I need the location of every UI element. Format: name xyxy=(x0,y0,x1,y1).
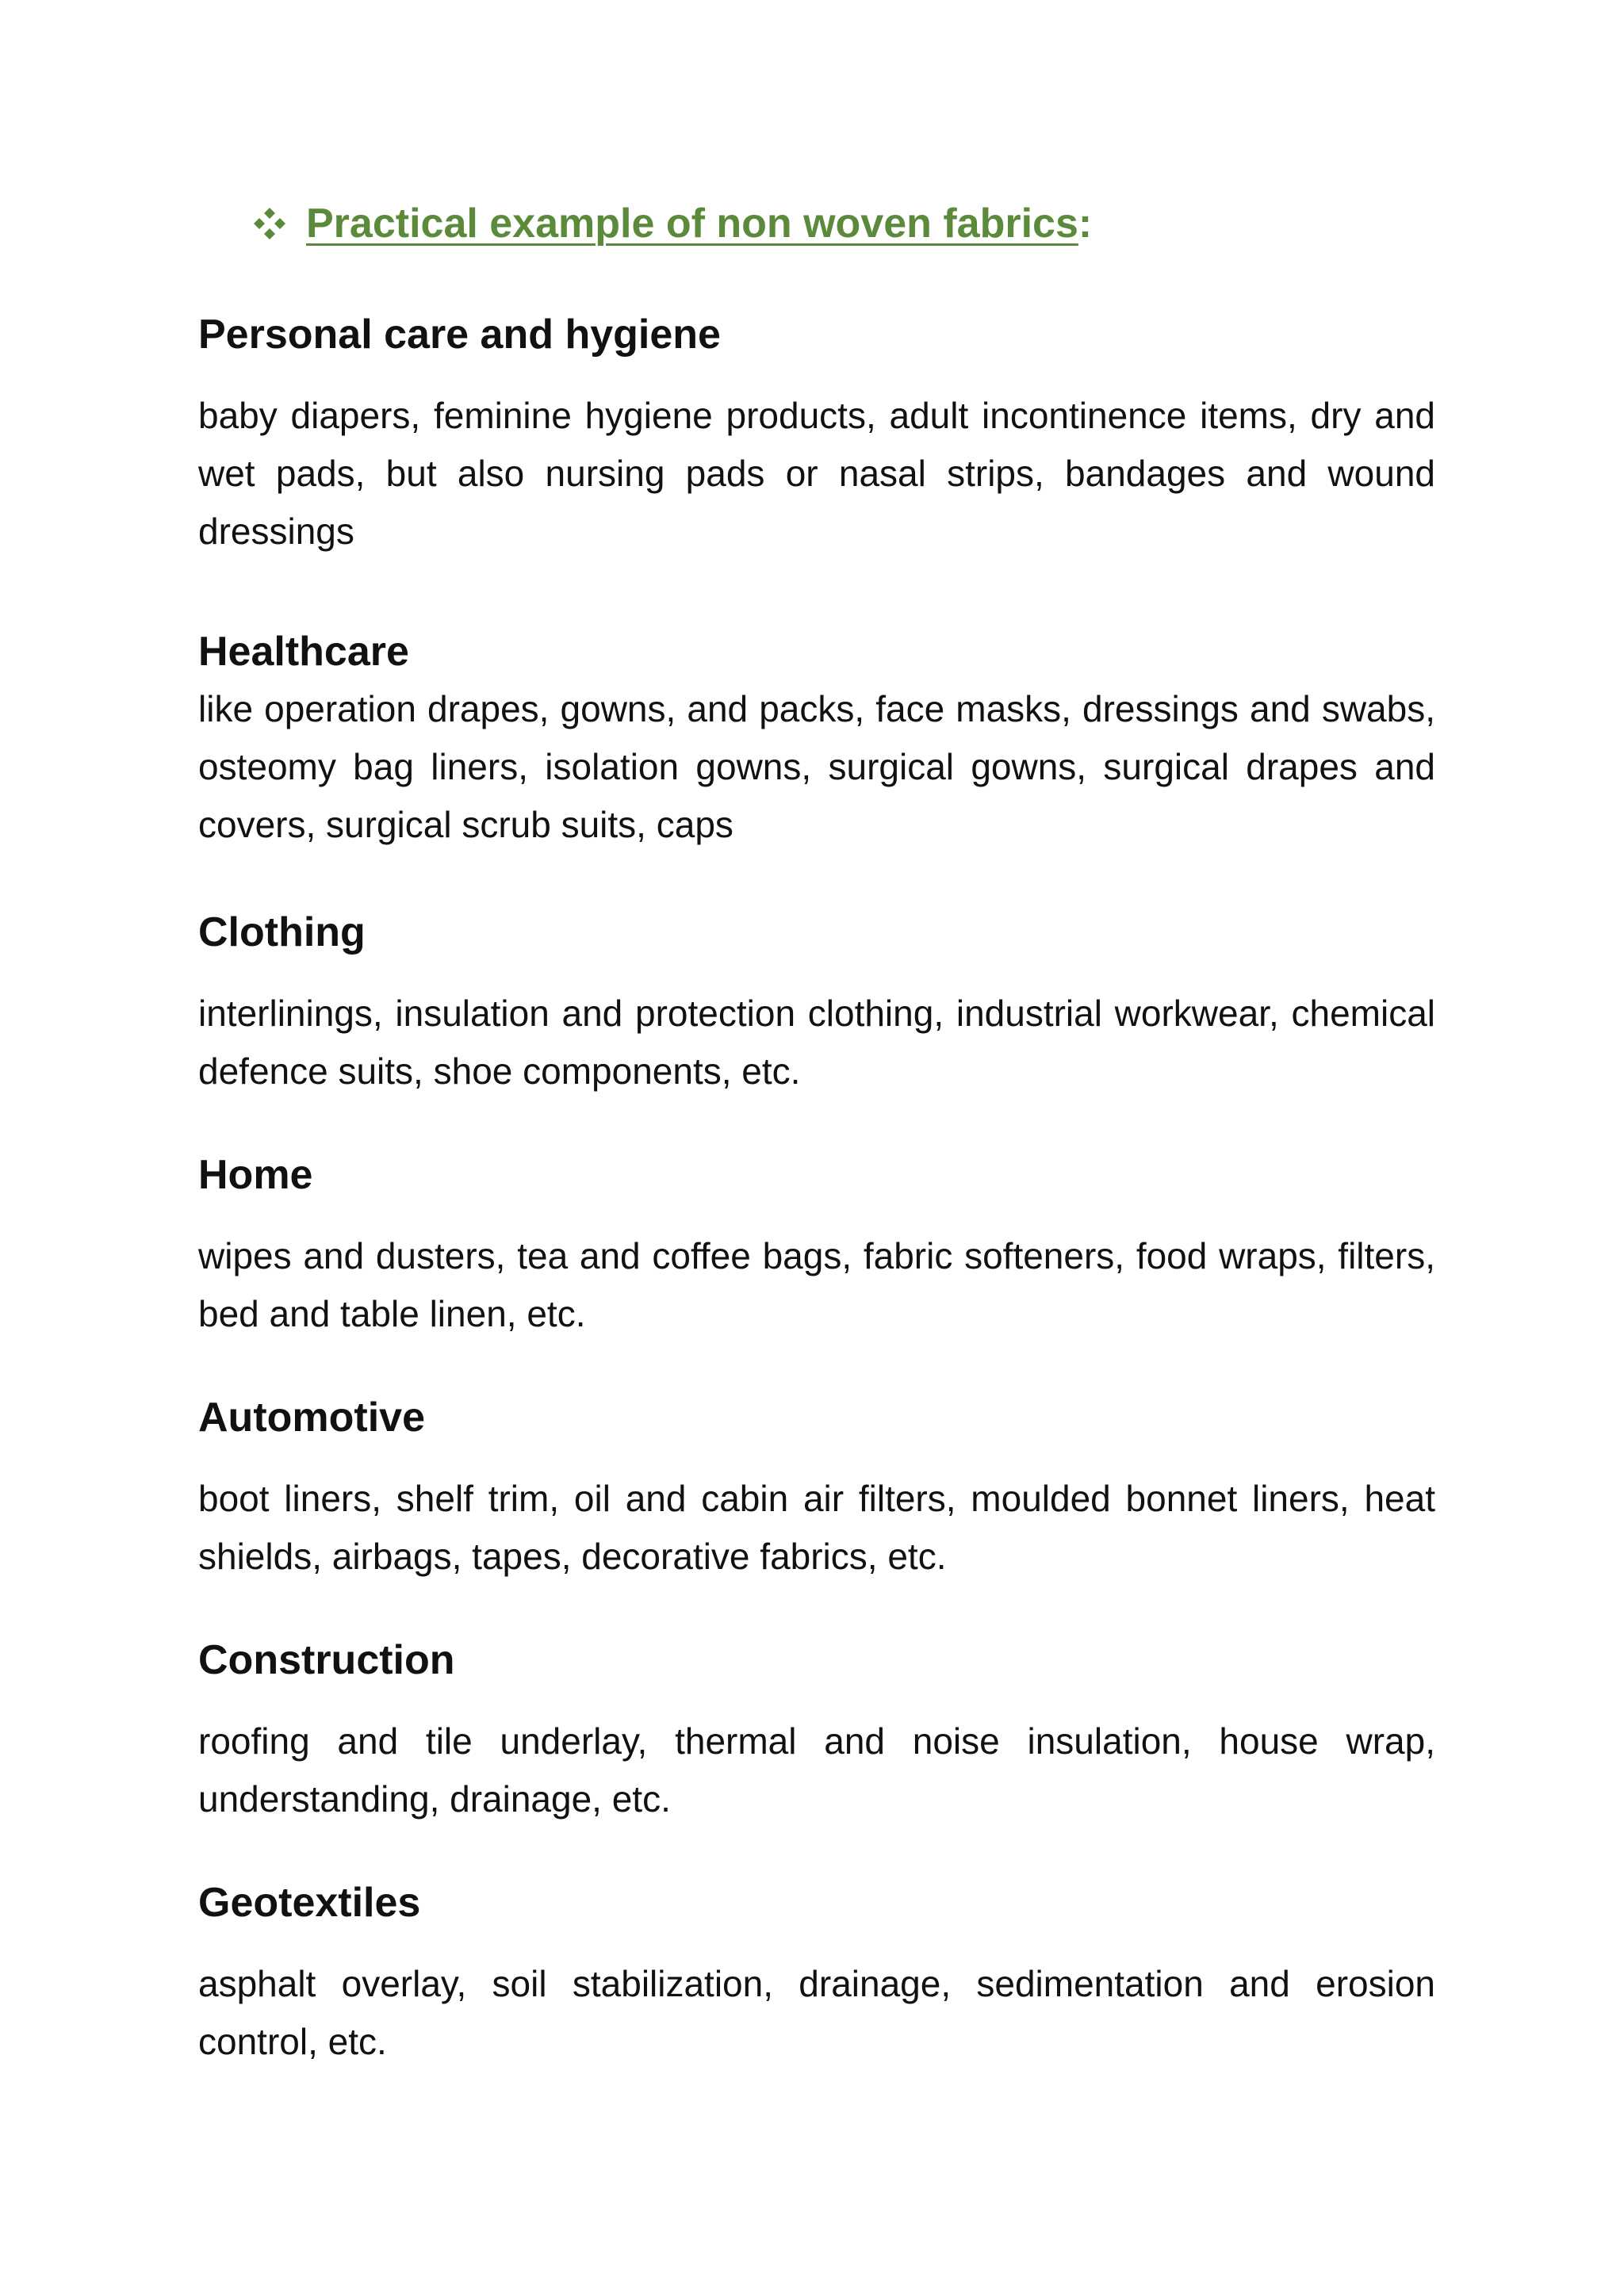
section-title: Geotextiles xyxy=(198,1880,421,1926)
section-personal-care xyxy=(198,306,1435,561)
section-body: like operation drapes, gowns, and packs, face masks, dressings and swabs, osteomy bag liners, isolation gowns, surgical gowns, surgical drapes and covers, surgical scrub suits, caps xyxy=(198,688,1435,845)
section-title: Clothing xyxy=(198,909,366,955)
section-construction xyxy=(198,1632,1435,1828)
section-clothing xyxy=(198,904,1435,1100)
section-title: Automotive xyxy=(198,1395,425,1441)
section-title: Construction xyxy=(198,1637,455,1683)
diamond-bullet-icon xyxy=(252,206,287,241)
section-body: interlinings, insulation and protection clothing, industrial workwear, chemical defence suits, shoe components, etc. xyxy=(198,993,1435,1092)
section-body: roofing and tile underlay, thermal and noise insulation, house wrap, understanding, drainage, etc. xyxy=(198,1720,1435,1820)
section-title: Personal care and hygiene xyxy=(198,312,721,358)
section-body: wipes and dusters, tea and coffee bags, fabric softeners, food wraps, filters, bed and table linen, etc. xyxy=(198,1235,1435,1334)
section-body: asphalt overlay, soil stabilization, drainage, sedimentation and erosion control, etc. xyxy=(198,1963,1435,2062)
section-title: Home xyxy=(198,1152,313,1198)
page-title: Practical example of non woven fabrics xyxy=(306,201,1078,247)
section-title: Healthcare xyxy=(198,629,409,675)
section-healthcare xyxy=(198,623,1435,854)
section-home xyxy=(198,1146,1435,1343)
section-body: boot liners, shelf trim, oil and cabin air filters, moulded bonnet liners, heat shields, airbags, tapes, decorative fabrics, etc. xyxy=(198,1478,1435,1577)
section-body: baby diapers, feminine hygiene products, adult incontinence items, dry and wet pads, but also nursing pads or nasal strips, bandages and wound dressings xyxy=(198,395,1435,552)
section-geotextiles xyxy=(198,1874,1435,2071)
page-title-colon: : xyxy=(1078,201,1093,247)
section-automotive xyxy=(198,1389,1435,1586)
page-heading xyxy=(252,200,1092,247)
